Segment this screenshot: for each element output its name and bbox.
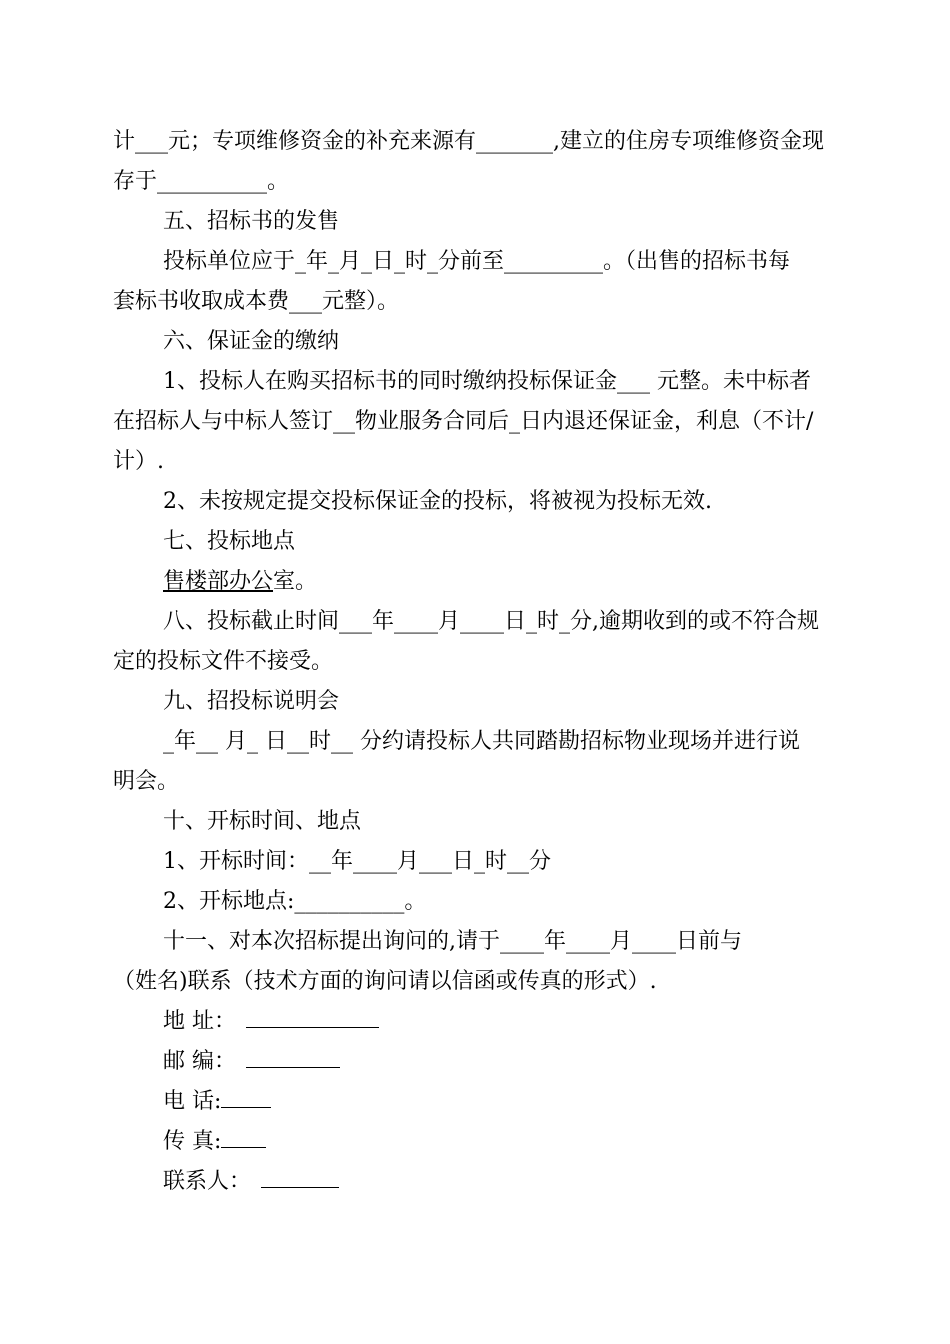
section-heading-11: 十一、对本次招标提出询问的,请于____年____月____日前与 xyxy=(163,929,742,954)
bid-location-underlined: 售楼部办公 xyxy=(163,569,274,594)
contact-person xyxy=(163,1162,339,1202)
bid-location-line xyxy=(163,562,317,602)
contact-fax xyxy=(163,1122,266,1162)
contact-address-label: 地 址： xyxy=(163,1009,236,1034)
paragraph-line: 2、开标地点:__________。 xyxy=(163,889,427,914)
bid-location-tail: 室。 xyxy=(273,569,318,594)
section-heading-9: 九、招投标说明会 xyxy=(163,689,340,714)
paragraph-line: 投标单位应于_年_月_日_时_分前至_________。（出售的招标书每 xyxy=(163,249,791,274)
contact-phone-label: 电 话: xyxy=(163,1089,222,1114)
paragraph-line: 计）. xyxy=(113,449,164,474)
paragraph-line: 定的投标文件不接受。 xyxy=(113,649,334,674)
contact-phone xyxy=(163,1082,271,1122)
paragraph-line: 计___元；专项维修资金的补充来源有_______,建立的住房专项维修资金现 xyxy=(113,129,824,154)
contact-address-blank xyxy=(246,1005,379,1028)
paragraph-line: 1、投标人在购买招标书的同时缴纳投标保证金___ 元整。未中标者 xyxy=(163,369,811,394)
section-heading-7: 七、投标地点 xyxy=(163,529,296,554)
section-heading-5: 五、招标书的发售 xyxy=(163,209,340,234)
contact-postcode-blank xyxy=(246,1045,340,1068)
section-heading-10: 十、开标时间、地点 xyxy=(163,809,362,834)
contact-fax-label: 传 真: xyxy=(163,1129,222,1154)
paragraph-line: 1、开标时间：__年____月___日_时__分 xyxy=(163,849,551,874)
contact-fax-blank xyxy=(221,1125,266,1148)
paragraph-line: 在招标人与中标人签订__物业服务合同后_日内退还保证金，利息（不计/ xyxy=(113,409,814,434)
section-heading-6: 六、保证金的缴纳 xyxy=(163,329,340,354)
paragraph-line: 套标书收取成本费___元整）。 xyxy=(113,289,400,314)
section-heading-8: 八、投标截止时间___年____月____日_时_分,逾期收到的或不符合规 xyxy=(163,609,819,634)
contact-address xyxy=(163,1002,379,1042)
paragraph-line: 明会。 xyxy=(113,769,180,794)
paragraph-line: _年__ 月_ 日__时__ 分约请投标人共同踏勘招标物业现场并进行说 xyxy=(163,729,800,754)
contact-person-label: 联系人： xyxy=(163,1169,252,1194)
contact-postcode-label: 邮 编： xyxy=(163,1049,236,1074)
contact-phone-blank xyxy=(221,1085,271,1108)
paragraph-line: 2、未按规定提交投标保证金的投标，将被视为投标无效. xyxy=(163,489,712,514)
contact-postcode xyxy=(163,1042,340,1082)
paragraph-line: （姓名)联系（技术方面的询问请以信函或传真的形式）. xyxy=(113,969,657,994)
paragraph-line: 存于__________。 xyxy=(113,169,290,194)
contact-person-blank xyxy=(261,1165,339,1188)
